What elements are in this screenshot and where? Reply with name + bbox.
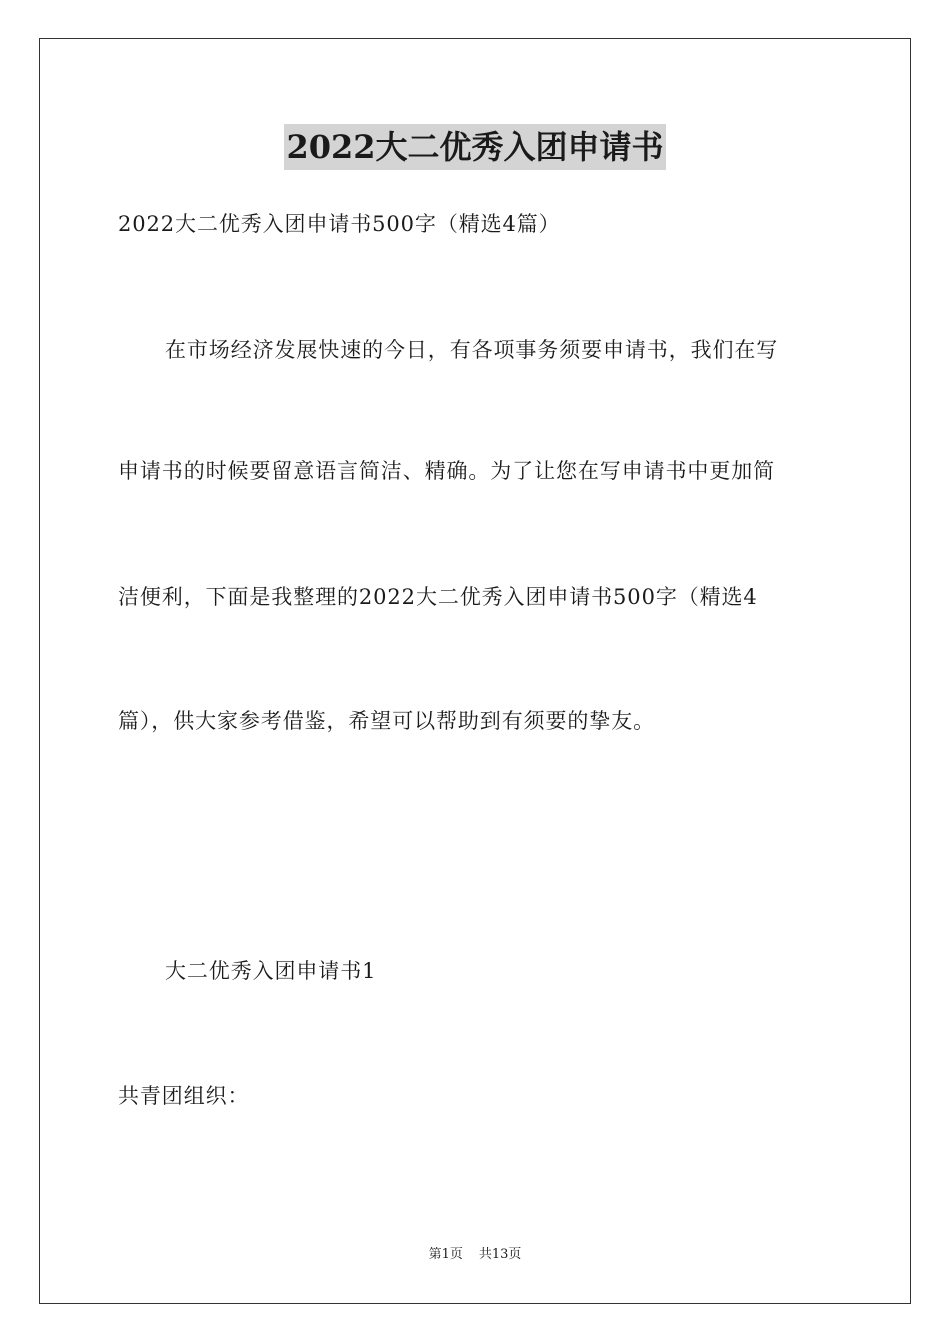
salutation: 共青团组织： bbox=[118, 1084, 250, 1108]
page-footer bbox=[0, 1246, 950, 1264]
intro-line-1: 在市场经济发展快速的今日，有各项事务须要申请书，我们在写 bbox=[165, 338, 779, 362]
section-heading: 大二优秀入团申请书1 bbox=[165, 959, 377, 983]
intro-line-3: 洁便利，下面是我整理的2022大二优秀入团申请书500字（精选4 bbox=[118, 585, 758, 609]
document-title: 2022大二优秀入团申请书 bbox=[284, 124, 665, 170]
title-container bbox=[0, 124, 950, 170]
document-subtitle: 2022大二优秀入团申请书500字（精选4篇） bbox=[118, 212, 561, 236]
page-number: 第1页 bbox=[428, 1247, 463, 1262]
intro-line-2: 申请书的时候要留意语言简洁、精确。为了让您在写申请书中更加简 bbox=[118, 459, 775, 483]
intro-line-4: 篇），供大家参考借鉴，希望可以帮助到有须要的挚友。 bbox=[118, 709, 655, 733]
page-total: 共13页 bbox=[478, 1247, 522, 1262]
